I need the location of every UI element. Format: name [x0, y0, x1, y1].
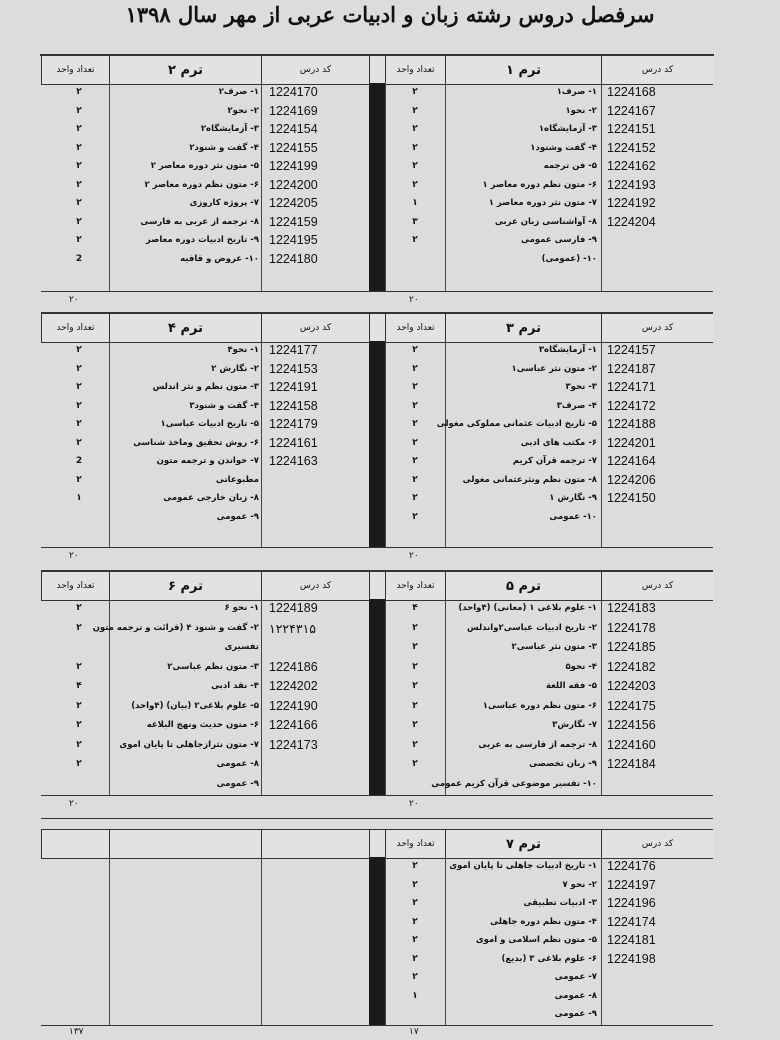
course-code: 1224206 [607, 472, 656, 487]
course-units: ۲ [76, 142, 82, 153]
term-7-label: ترم ۷ [445, 830, 601, 858]
code-header: کد درس [601, 830, 713, 858]
term-5-label: ترم ۵ [445, 572, 601, 600]
course-name: ۴- صرف۳ [556, 400, 597, 411]
course-name: ۵- علوم بلاغی۲ (بیان) (۴واحد) [131, 700, 259, 711]
course-name: ۳- آزمایشگاه۱ [538, 124, 597, 134]
course-units: ۲ [412, 622, 418, 633]
course-code: 1224153 [269, 361, 318, 376]
term-7-total: ۱۷ [409, 1027, 419, 1037]
section-terms-3-4 [41, 341, 713, 547]
course-units: ۲ [412, 759, 418, 769]
course-code: 1224200 [269, 177, 318, 192]
course-units: ۲ [412, 700, 418, 711]
course-code: 1224150 [607, 491, 656, 505]
course-row [41, 619, 713, 639]
course-row [41, 471, 713, 490]
course-code: 1224166 [269, 718, 318, 732]
totals-row-4 [41, 1025, 713, 1040]
course-units: ۲ [76, 400, 82, 411]
course-name: ۴- گفت و شنود۳ [189, 400, 259, 411]
course-name: ۱- صرف۱ [556, 87, 597, 97]
course-code: 1224187 [607, 361, 656, 376]
term-1-total: ۲۰ [409, 295, 419, 305]
course-row [41, 987, 713, 1006]
code-header: کد درس [261, 572, 369, 600]
units-header: تعداد واحد [385, 830, 445, 858]
grand-total: ۱۳۷ [69, 1027, 84, 1037]
course-row [41, 250, 713, 269]
course-row [41, 434, 713, 453]
course-row [41, 876, 713, 895]
code-header: کد درس [601, 572, 713, 600]
course-name: ۷- نگارش۳ [552, 720, 597, 730]
course-units: ۲ [412, 142, 418, 153]
course-units: ۲ [412, 661, 418, 672]
course-code: 1224169 [269, 103, 318, 118]
course-name: ۶- روش تحقیق وماخذ شناسی [133, 437, 259, 448]
left-course-list [41, 341, 713, 526]
course-units: ۲ [76, 87, 82, 97]
course-code: 1224154 [269, 122, 318, 136]
course-row [41, 697, 713, 717]
course-units: ۲ [76, 198, 82, 208]
course-code: 1224168 [607, 85, 656, 99]
course-name: ۷- خواندن و ترجمه متون [156, 456, 259, 466]
course-code: ۱۲۲۴۳۱۵ [269, 621, 316, 636]
term-6-label: ترم ۶ [109, 572, 261, 600]
course-name: ۳- متون نظم و نثر اندلس [152, 382, 259, 392]
course-units: ۲ [76, 363, 82, 374]
course-name: ۵- تاریخ ادبیات عباسی۱ [160, 419, 259, 429]
course-name: ۱۰- عمومی [549, 511, 597, 522]
course-row [41, 360, 713, 379]
course-name: ۱- علوم بلاغی ۱ (معانی) (۴واحد) [458, 603, 597, 613]
course-name: ۹- تاریخ ادبیات دوره معاصر [145, 235, 259, 245]
course-units: ۲ [76, 661, 82, 672]
course-units: ۲ [412, 363, 418, 374]
course-code: 1224173 [269, 737, 318, 752]
course-name: ۲- نحو۱ [565, 105, 597, 116]
course-name: ۳- نحو۳ [565, 382, 597, 392]
course-name: ۸- متون نظم ونثرعثمانی مغولی [462, 474, 597, 485]
right-course-list [41, 857, 713, 1024]
course-units: ۲ [412, 382, 418, 392]
course-units: ۲ [412, 235, 418, 245]
course-code: 1224205 [269, 196, 318, 210]
course-code: 1224171 [607, 380, 656, 394]
course-units: ۴ [412, 603, 418, 613]
course-row [41, 397, 713, 416]
course-name: ۶- متون نظم دوره عباسی۱ [482, 700, 597, 711]
course-code: 1224182 [607, 659, 656, 674]
course-units: 2 [75, 253, 83, 264]
course-code: 1224177 [269, 343, 318, 357]
course-name: ۷- پروژه کاروزی [189, 198, 259, 208]
course-code: 1224156 [607, 718, 656, 732]
course-units: ۲ [412, 720, 418, 730]
totals-row-2 [41, 547, 713, 571]
course-name: ۴- نقد ادبی [211, 681, 259, 691]
course-name: ۷- متون نثر دوره معاصر ۱ [488, 198, 597, 208]
course-units: ۲ [76, 700, 82, 711]
course-row [41, 913, 713, 932]
course-name: ۳- متون نظم عباسی۲ [167, 661, 259, 672]
course-row [41, 102, 713, 121]
totals-row-3 [41, 795, 713, 819]
course-name: ۲- نگارش ۲ [211, 363, 259, 374]
course-units: ۲ [76, 345, 82, 355]
course-code: 1224197 [607, 877, 656, 892]
section-terms-5-6 [41, 599, 713, 795]
course-code: 1224189 [269, 601, 318, 615]
course-units: ۲ [76, 437, 82, 448]
course-code: 1224192 [607, 196, 656, 210]
course-units: ۱ [412, 198, 418, 208]
course-units: ۲ [76, 739, 82, 750]
course-row [41, 194, 713, 213]
course-name: ۹- فارسی عمومی [521, 235, 597, 245]
course-name: ۴- نحو۵ [565, 661, 597, 672]
code-header: کد درس [261, 314, 369, 342]
term-1-label: ترم ۱ [445, 56, 601, 84]
course-name: ۷- عمومی [554, 972, 597, 982]
course-units: 2 [75, 456, 83, 466]
course-code: 1224174 [607, 914, 656, 929]
course-name: ۸- عمومی [554, 990, 597, 1001]
course-code: 1224151 [607, 122, 656, 136]
totals-row-1 [41, 291, 713, 313]
course-units: ۲ [412, 953, 418, 964]
course-name: ۸- زبان خارجی عمومی [163, 493, 259, 503]
course-code: 1224183 [607, 601, 656, 615]
section-terms-1-2 [41, 83, 713, 291]
header-row-4 [41, 829, 713, 859]
course-name: ۵- تاریخ ادبیات عثمانی مملوکی مغولی [436, 419, 597, 429]
course-name: ۹- عمومی [216, 511, 259, 522]
units-header: تعداد واحد [385, 314, 445, 342]
course-row [41, 341, 713, 360]
term-5-total: ۲۰ [409, 799, 419, 809]
course-units: ۴ [76, 681, 82, 691]
course-units: ۲ [412, 400, 418, 411]
course-name: ۵- فن ترجمه [543, 161, 597, 171]
course-row [41, 415, 713, 434]
course-name: مطبوعاتی [215, 474, 259, 485]
course-name: تفسیری [224, 642, 259, 652]
course-code: 1224152 [607, 140, 656, 155]
course-name: ۲- گفت و شنود ۴ (قرائت و ترجمه متون [92, 622, 259, 633]
header-row-1 [41, 55, 713, 85]
course-units: ۲ [76, 382, 82, 392]
code-header: کد درس [601, 314, 713, 342]
course-row [41, 950, 713, 969]
course-row [41, 213, 713, 232]
course-code: 1224172 [607, 398, 656, 413]
course-units: ۲ [412, 916, 418, 927]
term-4-total: ۲۰ [69, 551, 79, 561]
course-name: ۶- متون حدیث ونهج البلاغه [146, 720, 259, 730]
term-3-label: ترم ۳ [445, 314, 601, 342]
course-row [41, 157, 713, 176]
course-code: 1224201 [607, 435, 656, 450]
curriculum-table [40, 54, 714, 1037]
course-units: ۱ [412, 990, 418, 1001]
course-row [41, 968, 713, 987]
term-4-label: ترم ۴ [109, 314, 261, 342]
course-code: 1224181 [607, 933, 656, 947]
course-name: ۸- ترجمه از فارسی به عربی [478, 739, 597, 750]
course-name: ۴- متون نظم دوره جاهلی [490, 916, 597, 927]
course-code: 1224175 [607, 698, 656, 713]
course-name: ۲- متون نثر عباسی۱ [511, 363, 597, 374]
course-code: 1224162 [607, 159, 656, 173]
course-code: 1224203 [607, 679, 656, 693]
units-header: تعداد واحد [41, 572, 109, 600]
course-units: ۲ [412, 739, 418, 750]
course-units: ۲ [412, 87, 418, 97]
page-title: سرفصل دروس رشته زبان و ادبیات عربی از مهر سال ۱۳۹۸ [125, 2, 655, 27]
course-row [41, 677, 713, 697]
course-name: ۵- متون نظم اسلامی و اموی [475, 935, 597, 945]
course-code: 1224163 [269, 454, 318, 468]
course-row [41, 489, 713, 508]
course-name: ۲- نحو۲ [227, 105, 259, 116]
course-name: ۱- تاریخ ادبیات جاهلی تا پایان اموی [449, 861, 597, 871]
course-units: ۲ [76, 474, 82, 485]
course-row [41, 83, 713, 102]
course-units: ۲ [412, 972, 418, 982]
course-row [41, 857, 713, 876]
course-units: ۲ [412, 879, 418, 890]
course-units: ۲ [412, 437, 418, 448]
course-code: 1224155 [269, 140, 318, 155]
course-name: ۱- نحو ۶ [224, 603, 259, 613]
course-row [41, 894, 713, 913]
course-units: ۲ [412, 493, 418, 503]
course-units: ۳ [412, 216, 418, 227]
course-row [41, 755, 713, 775]
course-units: ۲ [412, 124, 418, 134]
course-code: 1224160 [607, 737, 656, 752]
course-name: ۹- نگارش ۱ [549, 493, 597, 503]
course-code: 1224195 [269, 233, 318, 247]
course-code: 1224178 [607, 620, 656, 635]
course-name: ۷- متون نثرازجاهلی تا پایان اموی [119, 739, 259, 750]
course-code: 1224176 [607, 859, 656, 873]
course-units: ۲ [76, 179, 82, 190]
course-name: ۴- گفت وشنود۱ [530, 142, 597, 153]
units-header: تعداد واحد [385, 56, 445, 84]
course-name: ۶- متون نظم دوره معاصر ۱ [482, 179, 597, 190]
course-units: ۲ [412, 179, 418, 190]
header-row-3 [41, 571, 713, 601]
course-code: 1224157 [607, 343, 656, 357]
course-name: ۲- تاریخ ادبیات عباسی۲واندلس [466, 622, 597, 633]
course-units: ۲ [76, 161, 82, 171]
course-units: ۲ [412, 511, 418, 522]
term-2-total: ۲۰ [69, 295, 79, 305]
course-row [41, 378, 713, 397]
course-name: ۶- متون نظم دوره معاصر ۲ [144, 179, 259, 190]
course-code: 1224199 [269, 159, 318, 173]
course-code: 1224161 [269, 435, 318, 450]
course-name: ۳- متون نثر عباسی۲ [511, 642, 597, 652]
course-units: ۲ [412, 345, 418, 355]
course-units: ۲ [76, 419, 82, 429]
course-row [41, 736, 713, 756]
course-name: ۱- نحو۴ [227, 345, 259, 355]
course-code: 1224180 [269, 251, 318, 266]
course-row [41, 931, 713, 950]
course-code: 1224167 [607, 103, 656, 118]
left-course-list [41, 599, 713, 794]
course-units: ۲ [412, 456, 418, 466]
course-code: 1224184 [607, 757, 656, 771]
course-code: 1224164 [607, 454, 656, 468]
course-units: ۱ [76, 493, 82, 503]
course-name: ۱۰- عروض و قافیه [180, 253, 259, 264]
term-3-total: ۲۰ [409, 551, 419, 561]
course-name: ۹- عمومی [216, 778, 259, 789]
course-name: ۸- ترجمه از عربی به فارسی [140, 216, 259, 227]
course-row [41, 716, 713, 736]
course-units: ۲ [76, 105, 82, 116]
units-header: تعداد واحد [41, 314, 109, 342]
course-units: ۲ [76, 720, 82, 730]
course-units: ۲ [76, 759, 82, 769]
course-name: ۴- گفت و شنود۲ [189, 142, 259, 153]
course-row [41, 775, 713, 795]
course-units: ۲ [412, 681, 418, 691]
course-row [41, 176, 713, 195]
course-name: ۹- زبان تخصصی [529, 759, 597, 769]
course-name: ۷- ترجمه قرآن کریم [512, 456, 597, 466]
course-code: 1224186 [269, 659, 318, 674]
course-units: ۲ [76, 216, 82, 227]
course-name: ۱- آزمایشگاه۳ [538, 345, 597, 355]
course-name: ۸- عمومی [216, 759, 259, 769]
course-name: ۵- فقه اللغة [545, 681, 597, 691]
course-units: ۲ [76, 622, 82, 633]
course-code: 1224202 [269, 679, 318, 693]
course-units: ۲ [76, 603, 82, 613]
course-name: ۳- آزمایشگاه۲ [200, 124, 259, 134]
course-row [41, 231, 713, 250]
course-units: ۲ [412, 935, 418, 945]
course-row [41, 120, 713, 139]
course-code: 1224158 [269, 398, 318, 413]
course-row [41, 1005, 713, 1024]
course-code: 1224170 [269, 85, 318, 99]
units-header: تعداد واحد [41, 56, 109, 84]
course-name: ۶- مکتب های ادبی [520, 437, 597, 448]
course-units: ۲ [76, 235, 82, 245]
course-name: ۸- آواشناسی زبان عربی [494, 216, 597, 227]
course-code: 1224196 [607, 896, 656, 910]
course-row [41, 452, 713, 471]
course-name: ۱- صرف۲ [218, 87, 259, 97]
course-code: 1224188 [607, 417, 656, 431]
course-units: ۲ [412, 161, 418, 171]
course-name: ۳- ادبیات تطبیقی [523, 898, 597, 908]
course-row [41, 638, 713, 658]
code-header: کد درس [601, 56, 713, 84]
course-name: ۹- عمومی [554, 1009, 597, 1019]
course-name: ۵- متون نثر دوره معاصر ۲ [150, 161, 259, 171]
course-units: ۲ [412, 642, 418, 652]
section-term-7 [41, 857, 713, 1025]
course-code: 1224193 [607, 177, 656, 192]
course-units: ۲ [76, 124, 82, 134]
units-header: تعداد واحد [385, 572, 445, 600]
code-header: کد درس [261, 56, 369, 84]
course-row [41, 599, 713, 619]
course-code: 1224191 [269, 380, 318, 394]
header-row-2 [41, 313, 713, 343]
left-course-list [41, 83, 713, 268]
course-units: ۲ [412, 105, 418, 116]
course-row [41, 508, 713, 527]
course-units: ۲ [412, 898, 418, 908]
course-name: ۱۰- تفسیر موضوعی قرآن کریم عمومی [431, 778, 597, 789]
course-row [41, 658, 713, 678]
course-units: ۲ [412, 474, 418, 485]
course-code: 1224159 [269, 214, 318, 229]
course-units: ۲ [412, 861, 418, 871]
course-code: 1224198 [607, 951, 656, 966]
course-code: 1224190 [269, 698, 318, 713]
course-units: ۲ [412, 419, 418, 429]
course-code: 1224185 [607, 640, 656, 654]
course-name: ۲- نحو ۷ [562, 879, 597, 890]
course-code: 1224179 [269, 417, 318, 431]
course-row [41, 139, 713, 158]
course-name: ۱۰- (عمومی) [541, 253, 597, 264]
course-code: 1224204 [607, 214, 656, 229]
term-2-label: ترم ۲ [109, 56, 261, 84]
term-6-total: ۲۰ [69, 799, 79, 809]
course-name: ۶- علوم بلاغی ۳ (بدیع) [501, 953, 597, 964]
